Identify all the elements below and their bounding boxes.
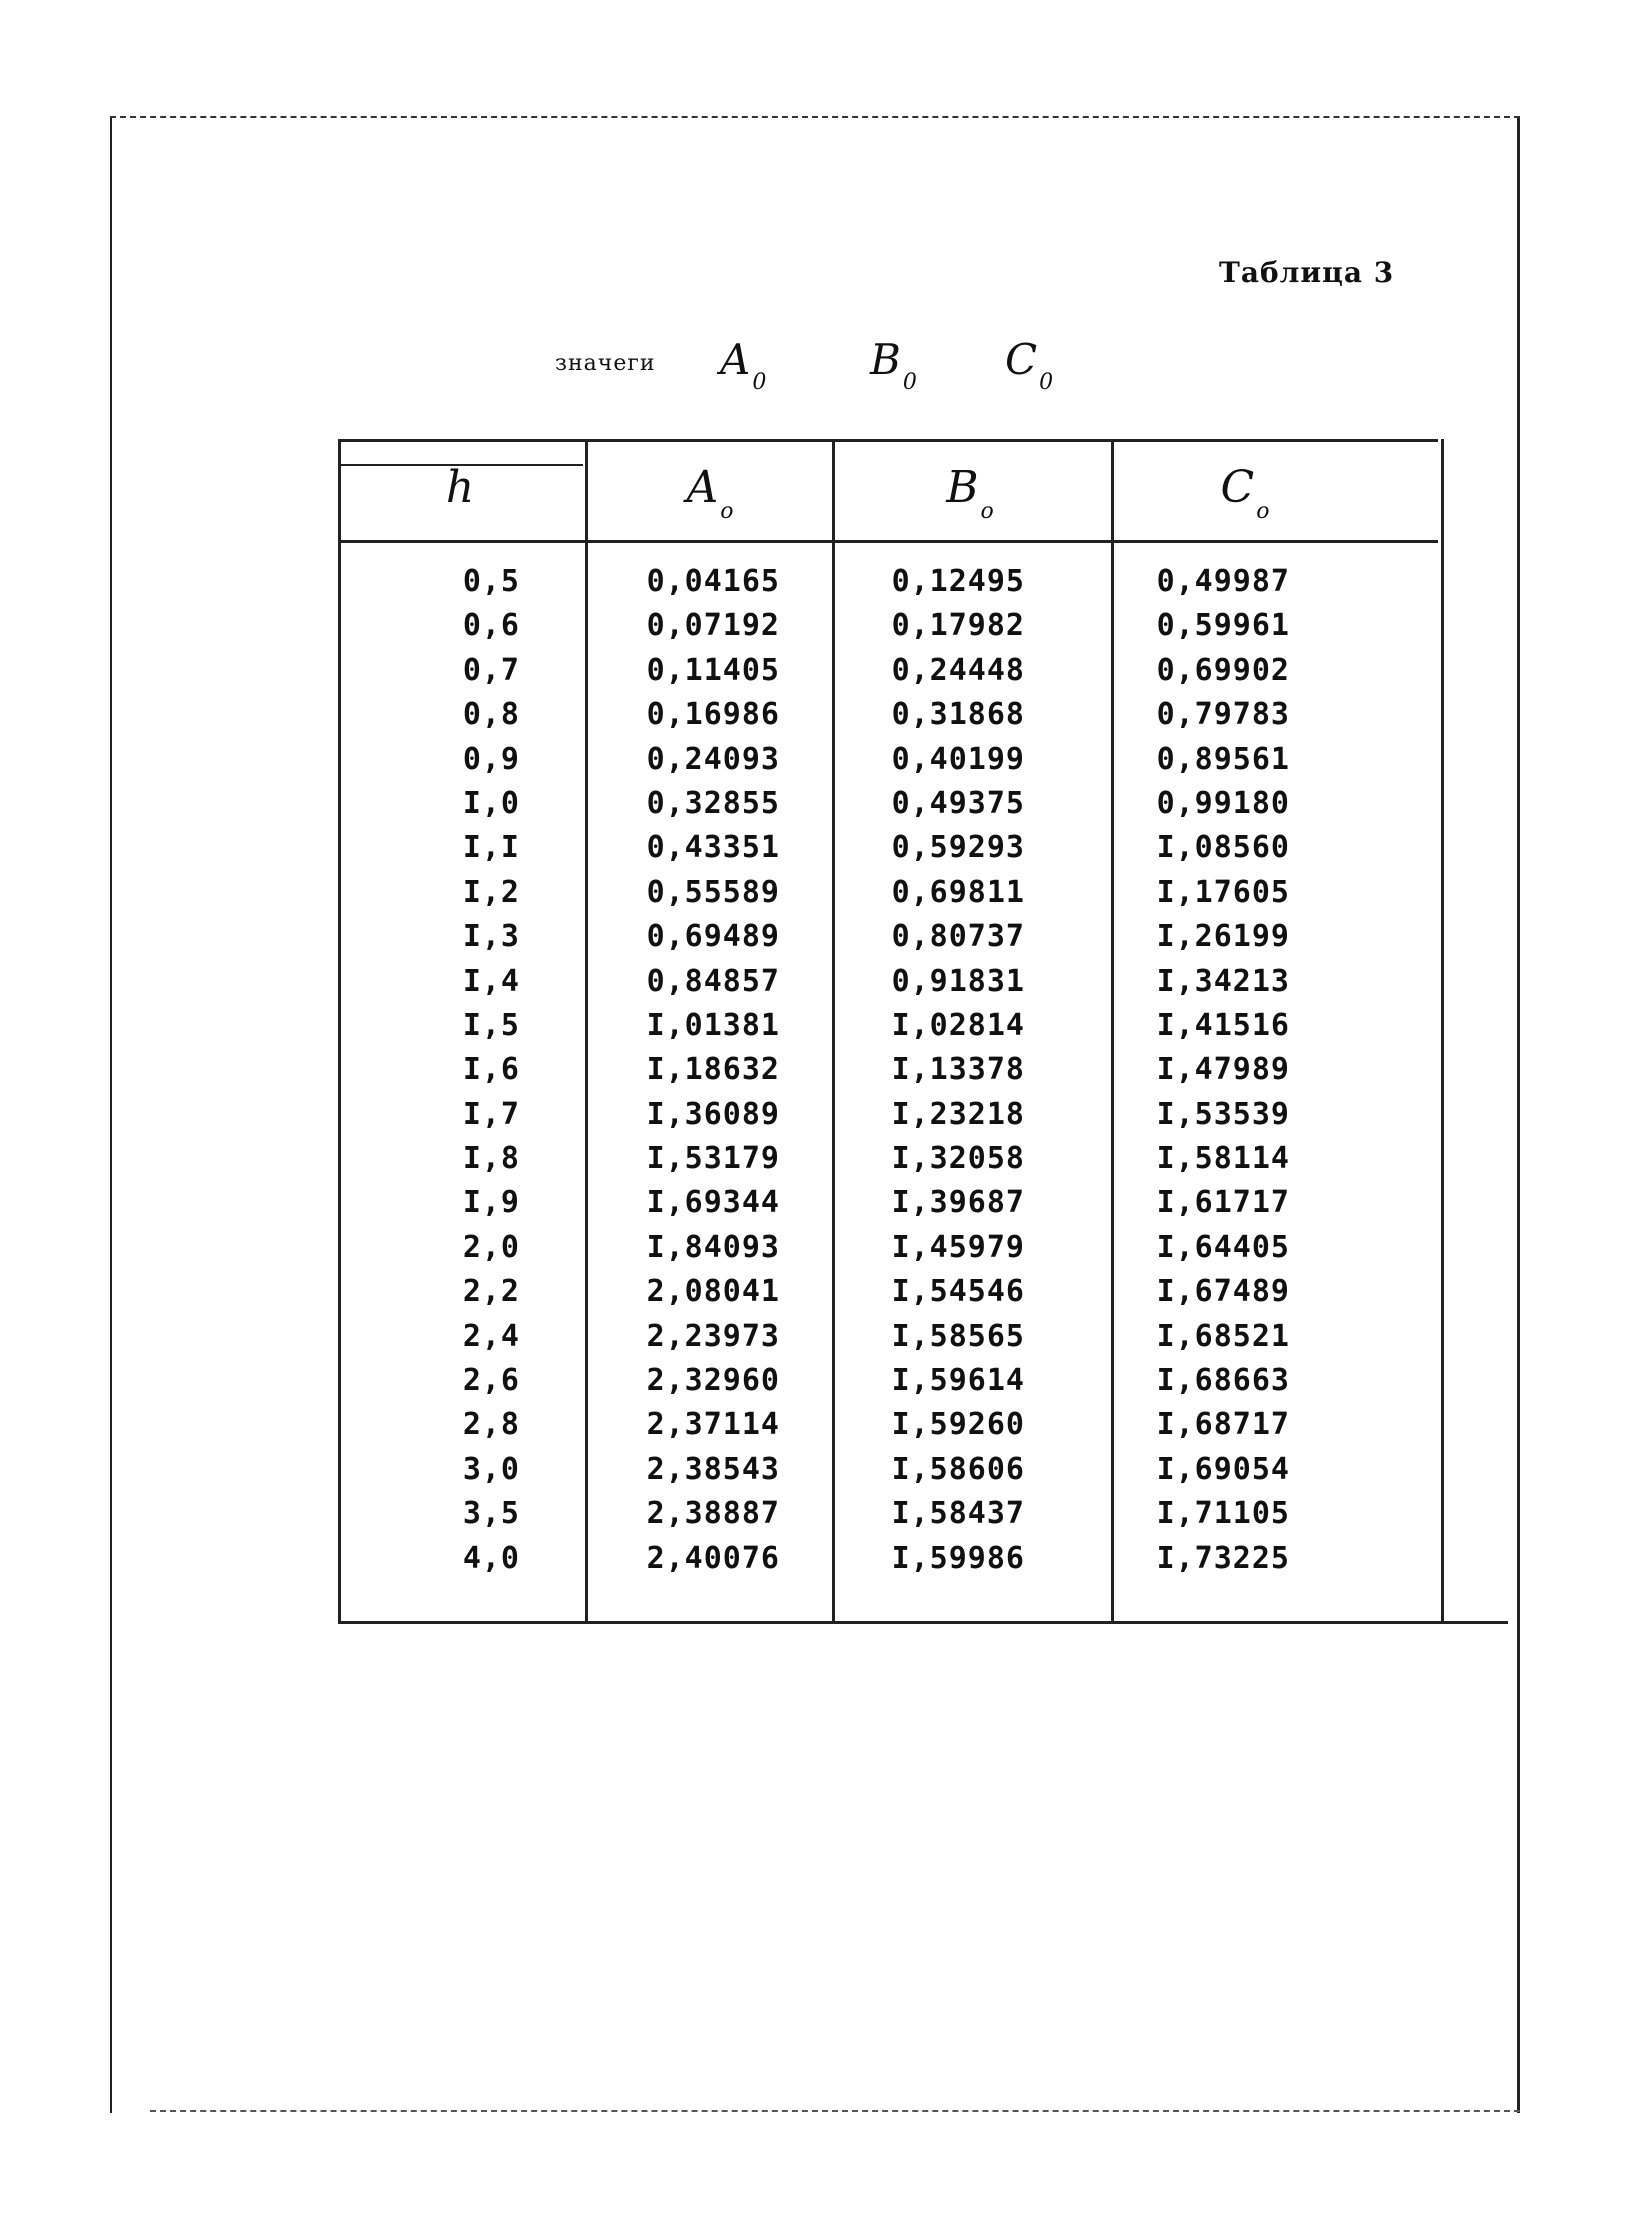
cell-b0-value: I,59260 (891, 1407, 1025, 1443)
cell-c0-value: I,08560 (1156, 830, 1290, 866)
caption-symbol-b-letter: B (870, 335, 901, 384)
caption-symbol-b-sub: 0 (902, 370, 917, 396)
cell-c0-value: I,69054 (1156, 1451, 1290, 1487)
cell-h-value: 0,9 (462, 741, 520, 777)
cell-b0-value: 0,80737 (891, 919, 1025, 955)
cell-c0-value: 0,49987 (1156, 564, 1290, 599)
cell-a0-value: 0,07192 (646, 608, 780, 644)
caption-symbol-a-sub: 0 (752, 370, 767, 396)
caption-symbol-c-sub: 0 (1039, 370, 1054, 396)
cell-c0-value: I,41516 (1156, 1007, 1290, 1043)
cell-a0-value: I,69344 (646, 1185, 780, 1221)
cell-b0-value: I,59614 (891, 1363, 1025, 1399)
cell-h-value: I,5 (462, 1007, 520, 1043)
cell-h-value: 2,2 (462, 1274, 520, 1310)
header-a0-sub: o (720, 498, 734, 524)
header-c0-letter: C (1220, 462, 1255, 513)
cell-b0-value: I,58437 (891, 1496, 1025, 1532)
table-row (0, 1537, 1634, 1581)
table-row (0, 1226, 1634, 1270)
cell-c0-value: I,67489 (1156, 1274, 1290, 1310)
cell-h-value: 2,0 (462, 1229, 520, 1265)
cell-a0-value: 2,38887 (646, 1496, 780, 1532)
cell-b0-value: I,58606 (891, 1451, 1025, 1487)
cell-b0-value: I,45979 (891, 1229, 1025, 1265)
cell-h-value: 0,7 (462, 652, 520, 688)
table-row (0, 1048, 1634, 1092)
header-b0-symbol (946, 462, 994, 524)
cell-h-value: 2,6 (462, 1363, 520, 1399)
cell-a0-value: 2,40076 (646, 1540, 780, 1576)
cell-h-value: I,4 (462, 963, 520, 999)
caption-symbol-a (720, 335, 767, 396)
cell-c0-value: I,73225 (1156, 1540, 1290, 1576)
cell-h-value: 4,0 (462, 1540, 520, 1576)
table-row (0, 1492, 1634, 1536)
cell-c0-value: I,34213 (1156, 963, 1290, 999)
cell-h-value: 2,4 (462, 1318, 520, 1354)
cell-a0-value: I,01381 (646, 1007, 780, 1043)
cell-b0-value: 0,49375 (891, 785, 1025, 821)
cell-c0-value: I,68521 (1156, 1318, 1290, 1354)
cell-b0-value: I,59986 (891, 1540, 1025, 1576)
cell-b0-value: I,02814 (891, 1007, 1025, 1043)
table-row (0, 1315, 1634, 1359)
cell-h-value: 0,8 (462, 697, 520, 733)
cell-c0-value: I,58114 (1156, 1141, 1290, 1177)
cell-b0-value: I,23218 (891, 1096, 1025, 1132)
table-row (0, 560, 1634, 604)
header-c0-symbol (1220, 462, 1270, 524)
header-h-letter: h (445, 462, 475, 513)
table-label: Таблица 3 (1219, 256, 1395, 289)
cell-h-value: I,I (462, 830, 520, 866)
cell-a0-value: 0,32855 (646, 785, 780, 821)
cell-b0-value: 0,31868 (891, 697, 1025, 733)
table-row (0, 1359, 1634, 1403)
table-row (0, 1270, 1634, 1314)
cell-h-value: 0,5 (462, 564, 520, 599)
cell-c0-value: 0,89561 (1156, 741, 1290, 777)
table-row (0, 1137, 1634, 1181)
cell-c0-value: I,26199 (1156, 919, 1290, 955)
cell-a0-value: 0,04165 (646, 564, 780, 599)
cell-h-value: 3,5 (462, 1496, 520, 1532)
table-row (0, 604, 1634, 648)
caption-symbol-b (870, 335, 917, 396)
cell-b0-value: 0,17982 (891, 608, 1025, 644)
cell-a0-value: 0,11405 (646, 652, 780, 688)
cell-b0-value: I,13378 (891, 1052, 1025, 1088)
caption-symbol-c-letter: C (1005, 335, 1038, 384)
table-row (0, 782, 1634, 826)
table-row (0, 1448, 1634, 1492)
table-body (0, 560, 1634, 1581)
cell-a0-value: 0,69489 (646, 919, 780, 955)
cell-b0-value: 0,69811 (891, 874, 1025, 910)
table-row (0, 693, 1634, 737)
table-header-rule (338, 540, 1438, 543)
cell-a0-value: I,84093 (646, 1229, 780, 1265)
cell-h-value: I,3 (462, 919, 520, 955)
cell-c0-value: 0,79783 (1156, 697, 1290, 733)
cell-a0-value: 0,84857 (646, 963, 780, 999)
cell-a0-value: I,36089 (646, 1096, 780, 1132)
cell-h-value: 3,0 (462, 1451, 520, 1487)
cell-c0-value: I,53539 (1156, 1096, 1290, 1132)
table-row (0, 1004, 1634, 1048)
table-row (0, 960, 1634, 1004)
table-top-rule (338, 439, 1438, 442)
cell-a0-value: 2,23973 (646, 1318, 780, 1354)
table-bottom-rule (338, 1621, 1508, 1624)
header-h (335, 462, 585, 532)
cell-h-value: I,7 (462, 1096, 520, 1132)
cell-a0-value: 0,55589 (646, 874, 780, 910)
table-row (0, 1181, 1634, 1225)
cell-c0-value: I,64405 (1156, 1229, 1290, 1265)
header-b0 (845, 462, 1095, 532)
table-row (0, 871, 1634, 915)
cell-b0-value: 0,91831 (891, 963, 1025, 999)
cell-h-value: I,8 (462, 1141, 520, 1177)
cell-c0-value: 0,99180 (1156, 785, 1290, 821)
cell-c0-value: 0,59961 (1156, 608, 1290, 644)
table-row (0, 1403, 1634, 1447)
table-row (0, 738, 1634, 782)
caption-symbol-c (1005, 335, 1054, 396)
cell-b0-value: 0,24448 (891, 652, 1025, 688)
caption-word: значеги (555, 351, 656, 376)
table-row (0, 649, 1634, 693)
cell-c0-value: I,68663 (1156, 1363, 1290, 1399)
cell-b0-value: I,32058 (891, 1141, 1025, 1177)
table-row (0, 826, 1634, 870)
cell-b0-value: I,39687 (891, 1185, 1025, 1221)
cell-h-value: I,6 (462, 1052, 520, 1088)
cell-a0-value: 2,08041 (646, 1274, 780, 1310)
cell-c0-value: I,71105 (1156, 1496, 1290, 1532)
header-b0-sub: o (980, 498, 994, 524)
table-row (0, 1093, 1634, 1137)
cell-b0-value: 0,59293 (891, 830, 1025, 866)
cell-a0-value: 2,37114 (646, 1407, 780, 1443)
header-a0-symbol (686, 462, 734, 524)
header-c0 (1120, 462, 1370, 532)
cell-a0-value: I,53179 (646, 1141, 780, 1177)
header-b0-letter: B (946, 462, 979, 513)
cell-a0-value: 0,16986 (646, 697, 780, 733)
cell-a0-value: 2,38543 (646, 1451, 780, 1487)
cell-a0-value: 2,32960 (646, 1363, 780, 1399)
header-a0 (585, 462, 835, 532)
cell-a0-value: 0,43351 (646, 830, 780, 866)
cell-a0-value: I,18632 (646, 1052, 780, 1088)
caption-symbol-a-letter: A (720, 335, 751, 384)
cell-c0-value: I,47989 (1156, 1052, 1290, 1088)
cell-b0-value: 0,12495 (891, 564, 1025, 599)
cell-c0-value: I,17605 (1156, 874, 1290, 910)
header-a0-letter: A (686, 462, 719, 513)
cell-b0-value: I,58565 (891, 1318, 1025, 1354)
cell-a0-value: 0,24093 (646, 741, 780, 777)
cell-h-value: I,0 (462, 785, 520, 821)
cell-h-value: 2,8 (462, 1407, 520, 1443)
cell-c0-value: 0,69902 (1156, 652, 1290, 688)
cell-h-value: 0,6 (462, 608, 520, 644)
table-row (0, 915, 1634, 959)
cell-h-value: I,2 (462, 874, 520, 910)
cell-h-value: I,9 (462, 1185, 520, 1221)
cell-c0-value: I,61717 (1156, 1185, 1290, 1221)
cell-c0-value: I,68717 (1156, 1407, 1290, 1443)
cell-b0-value: I,54546 (891, 1274, 1025, 1310)
header-c0-sub: o (1256, 498, 1270, 524)
cell-b0-value: 0,40199 (891, 741, 1025, 777)
frame-bottom-border (150, 2110, 1520, 2112)
frame-top-border (110, 116, 1520, 118)
